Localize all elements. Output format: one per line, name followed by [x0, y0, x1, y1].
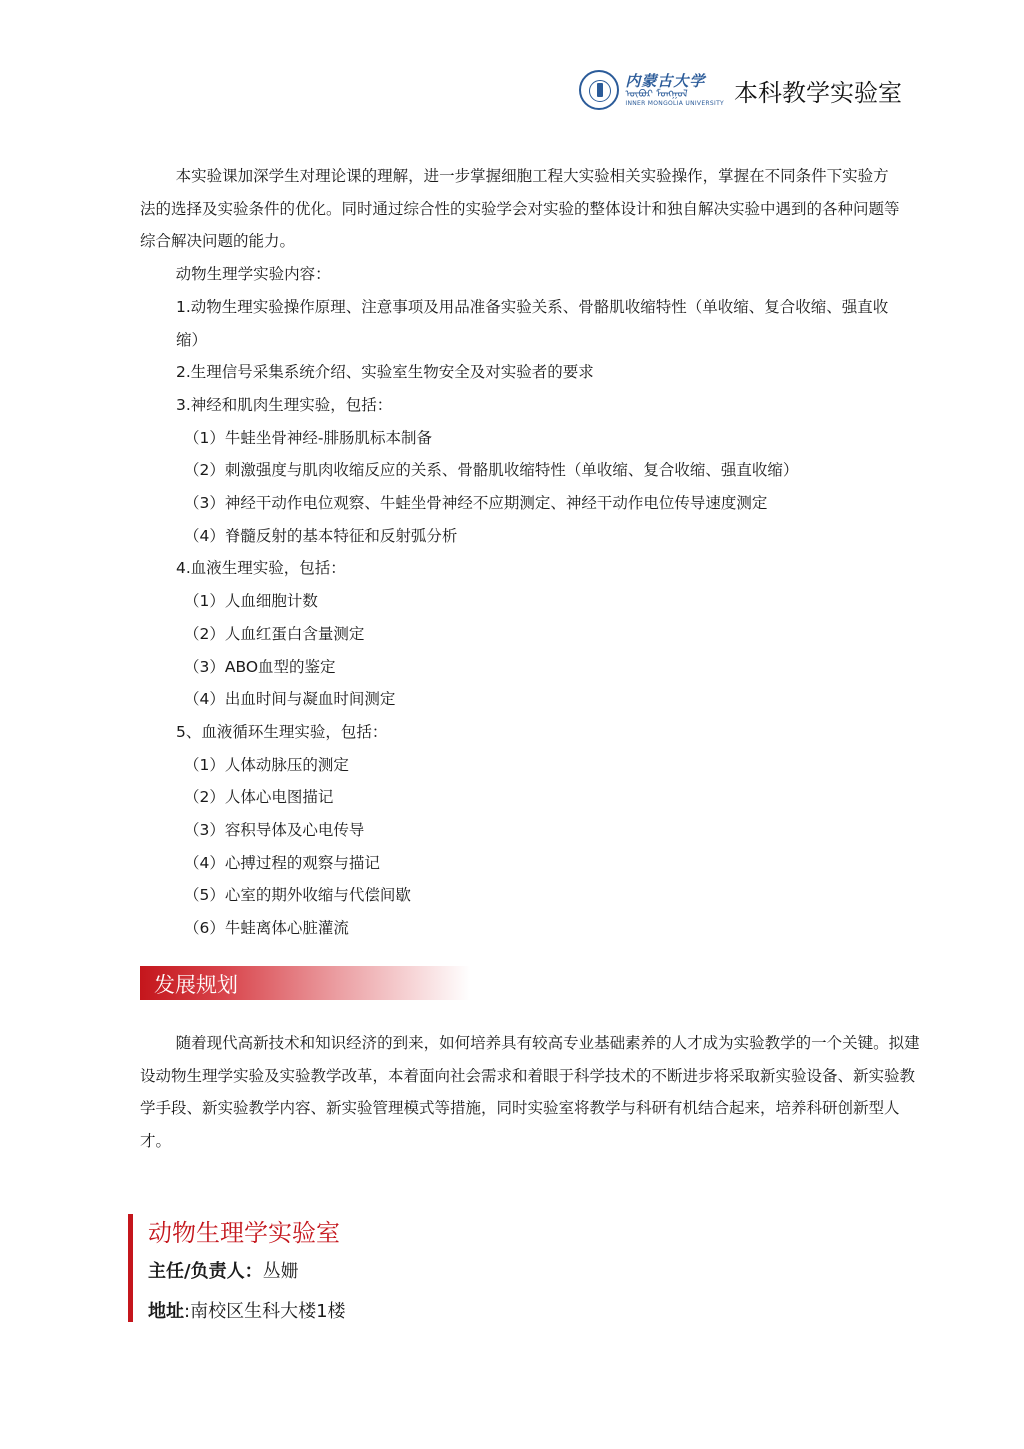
lab-name: 动物生理学实验室 [148, 1219, 340, 1247]
sub-list-item: （2）人血红蛋白含量测定 [184, 624, 365, 643]
sub-list-item: （4）心搏过程的观察与描记 [184, 853, 380, 872]
sub-list-item: （3）ABO血型的鉴定 [184, 657, 336, 676]
sub-list-item: （1）人血细胞计数 [184, 592, 318, 611]
director-name: 丛姗 [262, 1261, 299, 1282]
list-item: 1.动物生理实验操作原理、注意事项及用品准备实验关系、骨骼肌收缩特性（单收缩、复合收缩、强直收缩） [176, 297, 889, 349]
sub-list-item: （4）出血时间与凝血时间测定 [184, 690, 396, 709]
list-item: 4.血液生理实验，包括： [176, 559, 346, 578]
university-seal-icon [579, 70, 619, 110]
list-item: 5、血液循环生理实验，包括： [176, 722, 388, 741]
logo-calligraphy: 内蒙古大学 [625, 71, 706, 90]
university-logo [625, 73, 724, 108]
sub-list-item: （2）人体心电图描记 [184, 788, 334, 807]
director-row [148, 1257, 299, 1283]
content-heading: 动物生理学实验内容： [175, 265, 331, 284]
sub-list-item: （3）神经干动作电位观察、牛蛙坐骨神经不应期测定、神经干动作电位传导速度测定 [184, 494, 768, 513]
director-label: 主任/负责人： [148, 1261, 263, 1282]
intro-paragraph: 本实验课加深学生对理论课的理解，进一步掌握细胞工程大实验相关实验操作，掌握在不同条件下实验方法的选择及实验条件的优化。同时通过综合性的实验学会对实验的整体设计和独自解决实验中遇到的各种问题等综合解决问题的能力。 [140, 167, 900, 251]
sub-list-item: （2）刺激强度与肌肉收缩反应的关系、骨骼肌收缩特性（单收缩、复合收缩、强直收缩） [184, 461, 799, 480]
sub-list-item: （6）牛蛙离体心脏灌流 [184, 919, 349, 938]
sub-list-item: （1）牛蛙坐骨神经-腓肠肌标本制备 [184, 428, 432, 447]
logo-mongolian: ᠥᠪᠦᠷ ᠮᠣᠩᠭᠣᠯ [625, 88, 688, 100]
plan-paragraph: 随着现代高新技术和知识经济的到来，如何培养具有较高专业基础素养的人才成为实验教学的一个关键。拟建设动物生理学实验及实验教学改革，本着面向社会需求和着眼于科学技术的不断进步将采取新实验设备、新实验教学手段、新实验教学内容、新实验管理模式等措施，同时实验室将教学与科研有机结合起来，培养科研创新型人才。 [140, 1034, 920, 1151]
lab-description [140, 160, 904, 945]
sub-list-item: （1）人体动脉压的测定 [184, 755, 349, 774]
section-banner [140, 966, 470, 1000]
accent-bar [128, 1214, 133, 1322]
logo-english: INNER MONGOLIA UNIVERSITY [625, 99, 724, 107]
sub-list-item: （5）心室的期外收缩与代偿间歇 [184, 886, 411, 905]
list-item: 2.生理信号采集系统介绍、实验室生物安全及对实验者的要求 [176, 363, 594, 382]
address-label: 地址 [148, 1301, 184, 1322]
page-header [579, 70, 902, 110]
sub-list-item: （4）脊髓反射的基本特征和反射弧分析 [184, 526, 458, 545]
sub-list-item: （3）容积导体及心电传导 [184, 821, 365, 840]
header-title: 本科教学实验室 [734, 78, 902, 107]
list-item: 3.神经和肌肉生理实验，包括： [176, 395, 393, 414]
experiment-list [140, 291, 904, 945]
section-title: 发展规划 [154, 973, 238, 997]
address-row [148, 1297, 346, 1323]
address-value: :南校区生科大楼1楼 [184, 1301, 346, 1322]
